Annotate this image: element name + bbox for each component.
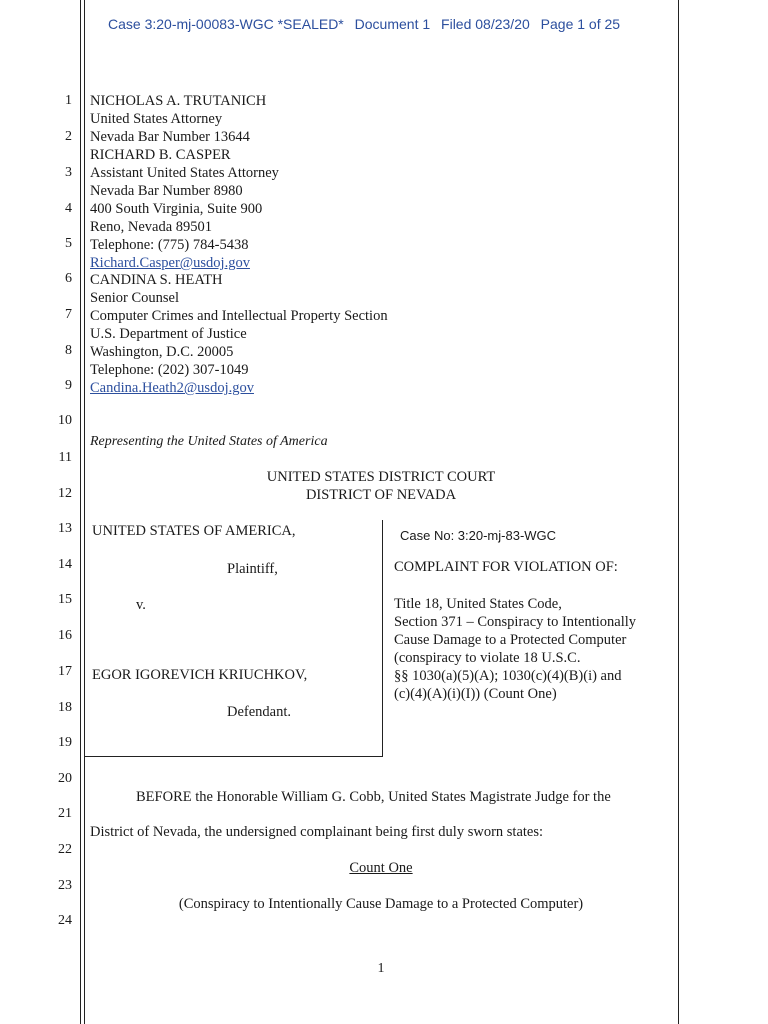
caption-box xyxy=(84,520,383,757)
count-heading: Count One xyxy=(349,860,413,876)
court-district: DISTRICT OF NEVADA xyxy=(305,487,457,503)
filed-date: Filed 08/23/20 xyxy=(441,16,530,32)
representing-line: Representing the United States of America xyxy=(90,434,328,449)
line-number: 15 xyxy=(58,592,72,607)
line-number: 12 xyxy=(58,486,72,501)
case-number: Case 3:20-mj-00083-WGC *SEALED* xyxy=(108,16,344,32)
versus: v. xyxy=(136,597,146,613)
case-header xyxy=(108,16,668,32)
line-number: 16 xyxy=(58,628,72,643)
telephone: Telephone: (202) 307-1049 xyxy=(90,362,249,378)
statute-line: (conspiracy to violate 18 U.S.C. xyxy=(394,650,581,666)
address-city: Washington, D.C. 20005 xyxy=(90,344,234,360)
line-number: 18 xyxy=(58,700,72,715)
statute-line: Title 18, United States Code, xyxy=(394,596,562,612)
complaint-title: COMPLAINT FOR VIOLATION OF: xyxy=(394,559,618,575)
line-number: 14 xyxy=(58,557,72,572)
section-name: Computer Crimes and Intellectual Property Section xyxy=(90,308,388,324)
telephone: Telephone: (775) 784-5438 xyxy=(90,237,249,253)
department-name: U.S. Department of Justice xyxy=(90,326,247,342)
intro-paragraph-line: BEFORE the Honorable William G. Cobb, United States Magistrate Judge for the xyxy=(136,789,611,805)
page-number: 1 xyxy=(377,961,385,976)
plaintiff-name: UNITED STATES OF AMERICA, xyxy=(92,523,296,539)
case-number-field: Case No: 3:20-mj-83-WGC xyxy=(400,528,557,543)
attorney-bar-number: Nevada Bar Number 13644 xyxy=(90,129,250,145)
address-street: 400 South Virginia, Suite 900 xyxy=(90,201,263,217)
attorney-bar-number: Nevada Bar Number 8980 xyxy=(90,183,243,199)
attorney-name: RICHARD B. CASPER xyxy=(90,147,231,163)
line-number: 24 xyxy=(58,913,72,928)
court-name: UNITED STATES DISTRICT COURT xyxy=(266,469,496,485)
line-number: 2 xyxy=(65,129,72,144)
right-margin-rule xyxy=(678,0,679,1024)
line-number: 21 xyxy=(58,806,72,821)
attorney-title: Senior Counsel xyxy=(90,290,180,306)
line-number: 7 xyxy=(65,307,72,322)
statute-line: Cause Damage to a Protected Computer xyxy=(394,632,627,648)
attorney-name: CANDINA S. HEATH xyxy=(90,272,223,288)
line-number: 23 xyxy=(58,878,72,893)
line-number: 8 xyxy=(65,343,72,358)
line-number: 6 xyxy=(65,271,72,286)
intro-paragraph-line: District of Nevada, the undersigned complainant being first duly sworn states: xyxy=(90,824,544,840)
line-number: 17 xyxy=(58,664,72,679)
line-number: 13 xyxy=(58,521,72,536)
defendant-name: EGOR IGOREVICH KRIUCHKOV, xyxy=(92,667,308,683)
line-number: 22 xyxy=(58,842,72,857)
line-number: 19 xyxy=(58,735,72,750)
address-city: Reno, Nevada 89501 xyxy=(90,219,213,235)
page-count: Page 1 of 25 xyxy=(540,16,621,32)
line-number: 1 xyxy=(65,93,72,108)
statute-line: (c)(4)(A)(i)(I)) (Count One) xyxy=(394,686,557,702)
attorney-name: NICHOLAS A. TRUTANICH xyxy=(90,93,267,109)
statute-line: §§ 1030(a)(5)(A); 1030(c)(4)(B)(i) and xyxy=(394,668,622,684)
attorney-title: United States Attorney xyxy=(90,111,223,127)
defendant-role: Defendant. xyxy=(227,704,292,720)
email-link[interactable]: Richard.Casper@usdoj.gov xyxy=(90,255,250,271)
line-number: 10 xyxy=(58,413,72,428)
line-number: 4 xyxy=(65,201,72,216)
email-link[interactable]: Candina.Heath2@usdoj.gov xyxy=(90,380,254,396)
left-margin-rule-outer xyxy=(80,0,81,1024)
line-number: 5 xyxy=(65,236,72,251)
count-subheading: (Conspiracy to Intentionally Cause Damage to a Protected Computer) xyxy=(178,896,584,912)
statute-line: Section 371 – Conspiracy to Intentionally xyxy=(394,614,637,630)
line-number: 3 xyxy=(65,165,72,180)
document-number: Document 1 xyxy=(354,16,431,32)
plaintiff-role: Plaintiff, xyxy=(227,561,278,577)
line-number: 20 xyxy=(58,771,72,786)
line-number: 9 xyxy=(65,378,72,393)
attorney-title: Assistant United States Attorney xyxy=(90,165,279,181)
line-number: 11 xyxy=(58,450,72,465)
